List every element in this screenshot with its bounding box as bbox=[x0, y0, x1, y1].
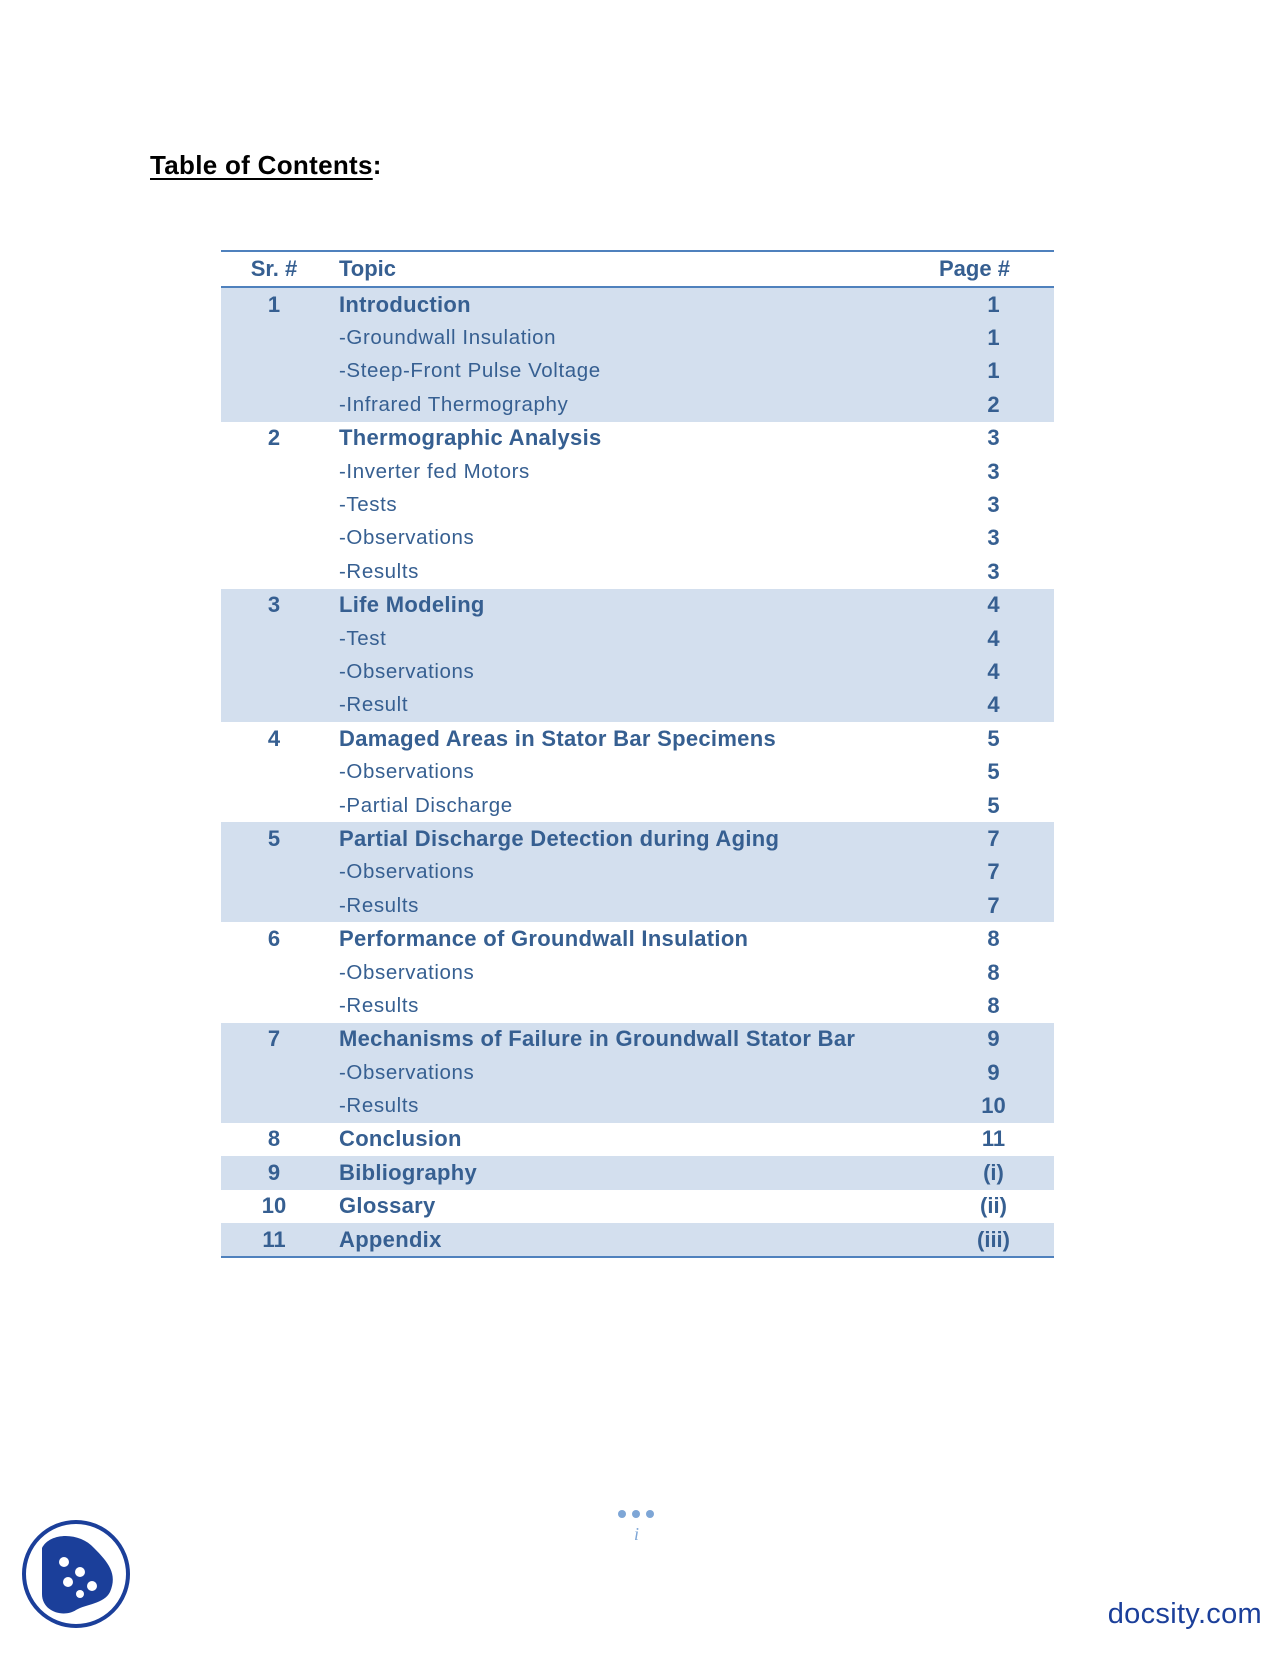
title-colon: : bbox=[372, 150, 382, 180]
subsection-title: -Observations bbox=[339, 1060, 475, 1084]
section-number: 6 bbox=[267, 926, 281, 952]
toc-section-6 bbox=[221, 922, 1054, 1022]
page-number: (iii) bbox=[977, 1226, 1010, 1252]
section-number: 11 bbox=[262, 1226, 286, 1252]
page-number: 3 bbox=[987, 458, 1000, 484]
subsection-title: -Observations bbox=[339, 526, 475, 550]
toc-subrow[interactable] bbox=[221, 522, 1054, 555]
section-title: Life Modeling bbox=[339, 592, 485, 618]
header-sr-number: Sr. # bbox=[250, 256, 298, 281]
page-number: 5 bbox=[987, 725, 1000, 751]
footer-dots-icon bbox=[618, 1510, 654, 1518]
toc-subrow[interactable] bbox=[221, 989, 1054, 1022]
toc-section-2 bbox=[221, 422, 1054, 589]
section-number: 10 bbox=[261, 1193, 287, 1219]
toc-subrow[interactable] bbox=[221, 889, 1054, 922]
docsity-logo-icon[interactable] bbox=[20, 1518, 132, 1630]
section-number: 3 bbox=[267, 592, 281, 618]
page-number: 2 bbox=[987, 391, 1000, 417]
toc-section-4 bbox=[221, 722, 1054, 822]
page-number: (ii) bbox=[980, 1193, 1007, 1219]
toc-row[interactable] bbox=[221, 722, 1054, 755]
page-number: 5 bbox=[987, 759, 1000, 785]
toc-subrow[interactable] bbox=[221, 655, 1054, 688]
toc-row[interactable] bbox=[221, 589, 1054, 622]
section-number: 8 bbox=[267, 1126, 281, 1152]
subsection-title: -Groundwall Insulation bbox=[339, 326, 557, 350]
subsection-title: -Result bbox=[339, 693, 409, 717]
subsection-title: -Observations bbox=[339, 760, 475, 784]
page-number: 4 bbox=[987, 592, 1000, 618]
toc-section-3 bbox=[221, 589, 1054, 723]
toc-header-row bbox=[221, 252, 1054, 288]
page-number: 1 bbox=[987, 358, 1000, 384]
subsection-title: -Results bbox=[339, 559, 419, 583]
page-number: 7 bbox=[987, 825, 1000, 851]
toc-section-5 bbox=[221, 822, 1054, 922]
subsection-title: -Inverter fed Motors bbox=[339, 459, 530, 483]
section-title: Mechanisms of Failure in Groundwall Stator Bar bbox=[339, 1026, 856, 1052]
page-number: 8 bbox=[987, 992, 1000, 1018]
toc-subrow[interactable] bbox=[221, 488, 1054, 521]
toc-row[interactable] bbox=[221, 822, 1054, 855]
page-number: (i) bbox=[983, 1159, 1004, 1185]
subsection-title: -Partial Discharge bbox=[339, 793, 513, 817]
page-number: 11 bbox=[981, 1126, 1006, 1152]
section-title: Glossary bbox=[339, 1193, 436, 1219]
page-number: 1 bbox=[987, 291, 1000, 317]
toc-section-8 bbox=[221, 1123, 1054, 1156]
toc-subrow[interactable] bbox=[221, 956, 1054, 989]
section-number: 1 bbox=[267, 291, 281, 317]
subsection-title: -Observations bbox=[339, 860, 475, 884]
section-number: 2 bbox=[267, 425, 281, 451]
section-title: Damaged Areas in Stator Bar Specimens bbox=[339, 725, 776, 751]
section-title: Thermographic Analysis bbox=[339, 425, 602, 451]
page-number: 7 bbox=[987, 892, 1000, 918]
page-number: 4 bbox=[987, 625, 1000, 651]
toc-subrow[interactable] bbox=[221, 689, 1054, 722]
page-number: 3 bbox=[987, 425, 1000, 451]
subsection-title: -Results bbox=[339, 993, 419, 1017]
subsection-title: -Tests bbox=[339, 493, 398, 517]
toc-row[interactable] bbox=[221, 288, 1054, 321]
toc-subrow[interactable] bbox=[221, 355, 1054, 388]
page-number: 9 bbox=[987, 1059, 1000, 1085]
page-number: 4 bbox=[987, 692, 1000, 718]
toc-subrow[interactable] bbox=[221, 755, 1054, 788]
toc-subrow[interactable] bbox=[221, 388, 1054, 421]
section-number: 5 bbox=[267, 825, 281, 851]
page-number: 10 bbox=[981, 1093, 1006, 1119]
section-title: Performance of Groundwall Insulation bbox=[339, 926, 749, 952]
toc-section-9 bbox=[221, 1156, 1054, 1189]
header-topic: Topic bbox=[339, 256, 397, 281]
subsection-title: -Infrared Thermography bbox=[339, 392, 569, 416]
toc-subrow[interactable] bbox=[221, 455, 1054, 488]
table-of-contents bbox=[221, 250, 1054, 1258]
subsection-title: -Observations bbox=[339, 960, 475, 984]
footer-page-number: i bbox=[634, 1524, 640, 1544]
page-number: 5 bbox=[987, 792, 1000, 818]
subsection-title: -Steep-Front Pulse Voltage bbox=[339, 359, 601, 383]
toc-subrow[interactable] bbox=[221, 555, 1054, 588]
page-number: 3 bbox=[987, 525, 1000, 551]
toc-section-1 bbox=[221, 288, 1054, 422]
subsection-title: -Test bbox=[339, 626, 387, 650]
subsection-title: -Observations bbox=[339, 659, 475, 683]
toc-row[interactable] bbox=[221, 1223, 1054, 1256]
page-number: 3 bbox=[987, 492, 1000, 518]
page-number: 7 bbox=[987, 859, 1000, 885]
page-number: 1 bbox=[987, 325, 1000, 351]
page-number: 3 bbox=[987, 558, 1000, 584]
toc-subrow[interactable] bbox=[221, 1089, 1054, 1122]
toc-subrow[interactable] bbox=[221, 1056, 1054, 1089]
section-title: Introduction bbox=[339, 291, 471, 317]
toc-row[interactable] bbox=[221, 1123, 1054, 1156]
subsection-title: -Results bbox=[339, 1094, 419, 1118]
toc-subrow[interactable] bbox=[221, 856, 1054, 889]
subsection-title: -Results bbox=[339, 893, 419, 917]
toc-subrow[interactable] bbox=[221, 789, 1054, 822]
section-title: Bibliography bbox=[339, 1159, 478, 1185]
page-number: 8 bbox=[987, 926, 1000, 952]
page-number: 8 bbox=[987, 959, 1000, 985]
docsity-brand-link[interactable]: docsity.com bbox=[1107, 1598, 1262, 1630]
section-title: Appendix bbox=[339, 1226, 442, 1252]
page-title bbox=[150, 150, 382, 181]
toc-subrow[interactable] bbox=[221, 321, 1054, 354]
section-number: 9 bbox=[267, 1159, 281, 1185]
toc-section-11 bbox=[221, 1223, 1054, 1256]
toc-row[interactable] bbox=[221, 422, 1054, 455]
toc-section-10 bbox=[221, 1190, 1054, 1223]
header-page-number: Page # bbox=[939, 256, 1010, 281]
toc-row[interactable] bbox=[221, 922, 1054, 955]
page-number: 4 bbox=[987, 658, 1000, 684]
toc-row[interactable] bbox=[221, 1156, 1054, 1189]
page-number: 9 bbox=[987, 1026, 1000, 1052]
section-title: Partial Discharge Detection during Aging bbox=[339, 825, 780, 851]
section-number: 4 bbox=[267, 725, 281, 751]
toc-body bbox=[221, 288, 1054, 1256]
toc-row[interactable] bbox=[221, 1190, 1054, 1223]
section-title: Conclusion bbox=[339, 1126, 462, 1152]
toc-section-7 bbox=[221, 1023, 1054, 1123]
title-text: Table of Contents bbox=[150, 150, 373, 180]
toc-row[interactable] bbox=[221, 1023, 1054, 1056]
toc-subrow[interactable] bbox=[221, 622, 1054, 655]
section-number: 7 bbox=[267, 1026, 281, 1052]
